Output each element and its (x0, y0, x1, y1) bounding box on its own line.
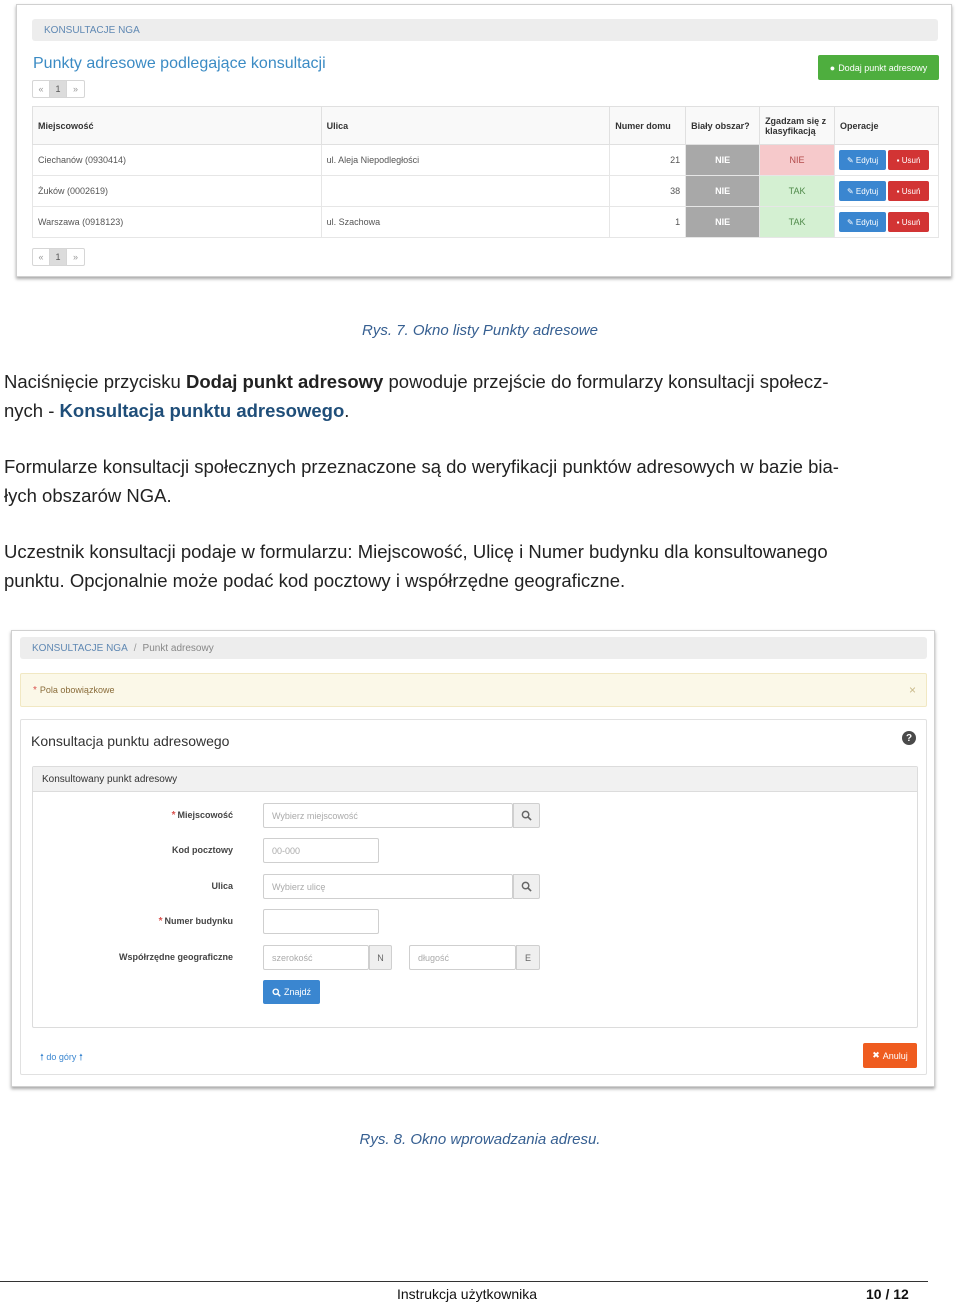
cell-numer: 21 (610, 145, 686, 176)
address-points-table (32, 106, 939, 238)
figure-caption-7: Rys. 7. Okno listy Punkty adresowe (362, 322, 598, 339)
delete-button[interactable]: ▪ Usuń (888, 181, 929, 201)
cell-ulica (321, 176, 610, 207)
edit-button[interactable]: ✎ Edytuj (839, 150, 886, 170)
close-icon[interactable]: × (908, 683, 916, 697)
search-icon (521, 810, 532, 821)
kod-pocztowy-label: Kod pocztowy (172, 845, 233, 855)
close-icon: ✖ (872, 1050, 880, 1060)
footer-title: Instrukcja użytkownika (397, 1286, 538, 1302)
find-button[interactable]: Znajdź (263, 980, 320, 1004)
plus-circle-icon: ● (829, 62, 836, 73)
dlugosc-unit: E (516, 945, 540, 970)
cell-miejscowosc: Warszawa (0918123) (33, 207, 322, 238)
pagination-top (32, 80, 85, 98)
figure-caption-8: Rys. 8. Okno wprowadzania adresu. (359, 1131, 601, 1148)
footer-rule (0, 1281, 928, 1282)
pagination-prev[interactable]: « (33, 249, 50, 265)
column-header-bialy-obszar[interactable]: Biały obszar? (686, 107, 760, 145)
edit-button[interactable]: ✎ Edytuj (839, 181, 886, 201)
column-header-numer-domu[interactable]: Numer domu (610, 107, 686, 145)
szerokosc-unit: N (369, 945, 392, 970)
search-icon (521, 881, 532, 892)
cell-bialy-obszar: NIE (686, 207, 760, 238)
pagination-bottom (32, 248, 85, 266)
required-asterisk: * (171, 810, 176, 821)
breadcrumb (32, 19, 938, 41)
pagination-next[interactable]: » (72, 252, 78, 262)
breadcrumb-item-konsultacje[interactable]: KONSULTACJE NGA (32, 642, 128, 654)
cell-miejscowosc: Ciechanów (0930414) (33, 145, 322, 176)
wspolrzedne-label: Współrzędne geograficzne (118, 952, 233, 962)
dlugosc-input[interactable]: długość (409, 945, 516, 970)
pagination-prev[interactable]: « (33, 81, 50, 97)
table-row (33, 207, 939, 238)
cell-bialy-obszar: NIE (686, 145, 760, 176)
cell-operacje (835, 176, 939, 207)
pencil-icon: ✎ (846, 186, 856, 196)
pencil-icon: ✎ (846, 217, 856, 227)
table-header-row (33, 107, 939, 145)
address-point-panel (32, 766, 918, 1028)
trash-icon: ▪ (896, 155, 902, 165)
bold-form-ref: Konsultacja punktu adresowego (59, 400, 345, 421)
column-header-operacje: Operacje (835, 107, 939, 145)
bold-add-button-ref: Dodaj punkt adresowy (185, 371, 384, 392)
alert-text: Pola obowiązkowe (39, 685, 115, 695)
breadcrumb-item-konsultacje[interactable]: KONSULTACJE NGA (44, 24, 140, 36)
required-fields-alert (20, 673, 927, 707)
form-panel (20, 719, 927, 1075)
add-address-point-label: Dodaj punkt adresowy (838, 62, 928, 73)
pencil-icon: ✎ (846, 155, 856, 165)
delete-button[interactable]: ▪ Usuń (888, 212, 929, 232)
breadcrumb-separator: / (133, 642, 137, 654)
trash-icon: ▪ (896, 186, 902, 196)
delete-button[interactable]: ▪ Usuń (888, 150, 929, 170)
back-to-top-link[interactable]: 🠕 do góry 🠕 (40, 1052, 83, 1062)
help-icon[interactable]: ? (902, 731, 916, 745)
cancel-button[interactable]: ✖ Anuluj (863, 1043, 917, 1068)
breadcrumb-item-punkt: Punkt adresowy (142, 642, 214, 654)
pagination-page-1[interactable]: 1 (50, 81, 67, 97)
cell-zgoda: TAK (760, 207, 835, 238)
miejscowosc-input[interactable]: Wybierz miejscowość (263, 803, 513, 828)
kod-pocztowy-input[interactable]: 00-000 (263, 838, 379, 863)
numer-budynku-input[interactable] (263, 909, 379, 934)
cell-zgoda: NIE (760, 145, 835, 176)
szerokosc-input[interactable]: szerokość (263, 945, 369, 970)
pagination-next[interactable]: » (72, 84, 78, 94)
table-row (33, 145, 939, 176)
edit-button[interactable]: ✎ Edytuj (839, 212, 886, 232)
address-form-screenshot (11, 630, 935, 1087)
column-header-zgoda[interactable]: Zgadzam się z klasyfikacją (760, 107, 835, 145)
paragraph-participant: Uczestnik konsultacji podaje w formularzu: Miejscowość, Ulicę i Numer budynku dla konsultowanego punktu. Opcjonalnie może podać kod pocztowy i współrzędne geograficzne. (4, 541, 828, 591)
trash-icon: ▪ (896, 217, 902, 227)
inner-panel-title: Konsultowany punkt adresowy (33, 767, 917, 792)
points-list-screenshot (16, 4, 952, 277)
cell-operacje (835, 207, 939, 238)
paragraph-forms-purpose: Formularze konsultacji społecznych przeznaczone są do weryfikacji punktów adresowych w bazie bia- łych obszarów NGA. (4, 456, 839, 506)
cell-ulica: ul. Szachowa (321, 207, 610, 238)
column-header-miejscowosc[interactable]: Miejscowość (33, 107, 322, 145)
miejscowosc-label: * Miejscowość (171, 810, 233, 821)
cell-miejscowosc: Żuków (0002619) (33, 176, 322, 207)
page-number: 10 / 12 (866, 1286, 909, 1302)
column-header-ulica[interactable]: Ulica (321, 107, 610, 145)
arrow-up-icon: 🠕 (40, 1052, 44, 1062)
breadcrumb (20, 637, 927, 659)
page-title: Punkty adresowe podlegające konsultacji (33, 55, 326, 72)
required-asterisk: * (33, 684, 37, 696)
cell-numer: 38 (610, 176, 686, 207)
cell-operacje (835, 145, 939, 176)
table-row (33, 176, 939, 207)
pagination-page-1[interactable]: 1 (50, 249, 67, 265)
cell-zgoda: TAK (760, 176, 835, 207)
miejscowosc-search-button[interactable] (513, 803, 540, 828)
add-address-point-button[interactable] (818, 55, 939, 80)
panel-title: Konsultacja punktu adresowego (31, 733, 230, 749)
numer-budynku-label: * Numer budynku (158, 916, 233, 927)
ulica-input[interactable]: Wybierz ulicę (263, 874, 513, 899)
ulica-search-button[interactable] (513, 874, 540, 899)
paragraph-add-point: Naciśnięcie przycisku Dodaj punkt adresowy powoduje przejście do formularzy konsultacji społecz- nych - Konsultacja punktu adresowego. (4, 371, 829, 421)
required-asterisk: * (158, 916, 163, 927)
arrow-up-icon: 🠕 (78, 1052, 83, 1062)
ulica-label: Ulica (211, 881, 233, 891)
cell-bialy-obszar: NIE (686, 176, 760, 207)
cell-numer: 1 (610, 207, 686, 238)
search-icon (272, 988, 281, 997)
cell-ulica: ul. Aleja Niepodległości (321, 145, 610, 176)
